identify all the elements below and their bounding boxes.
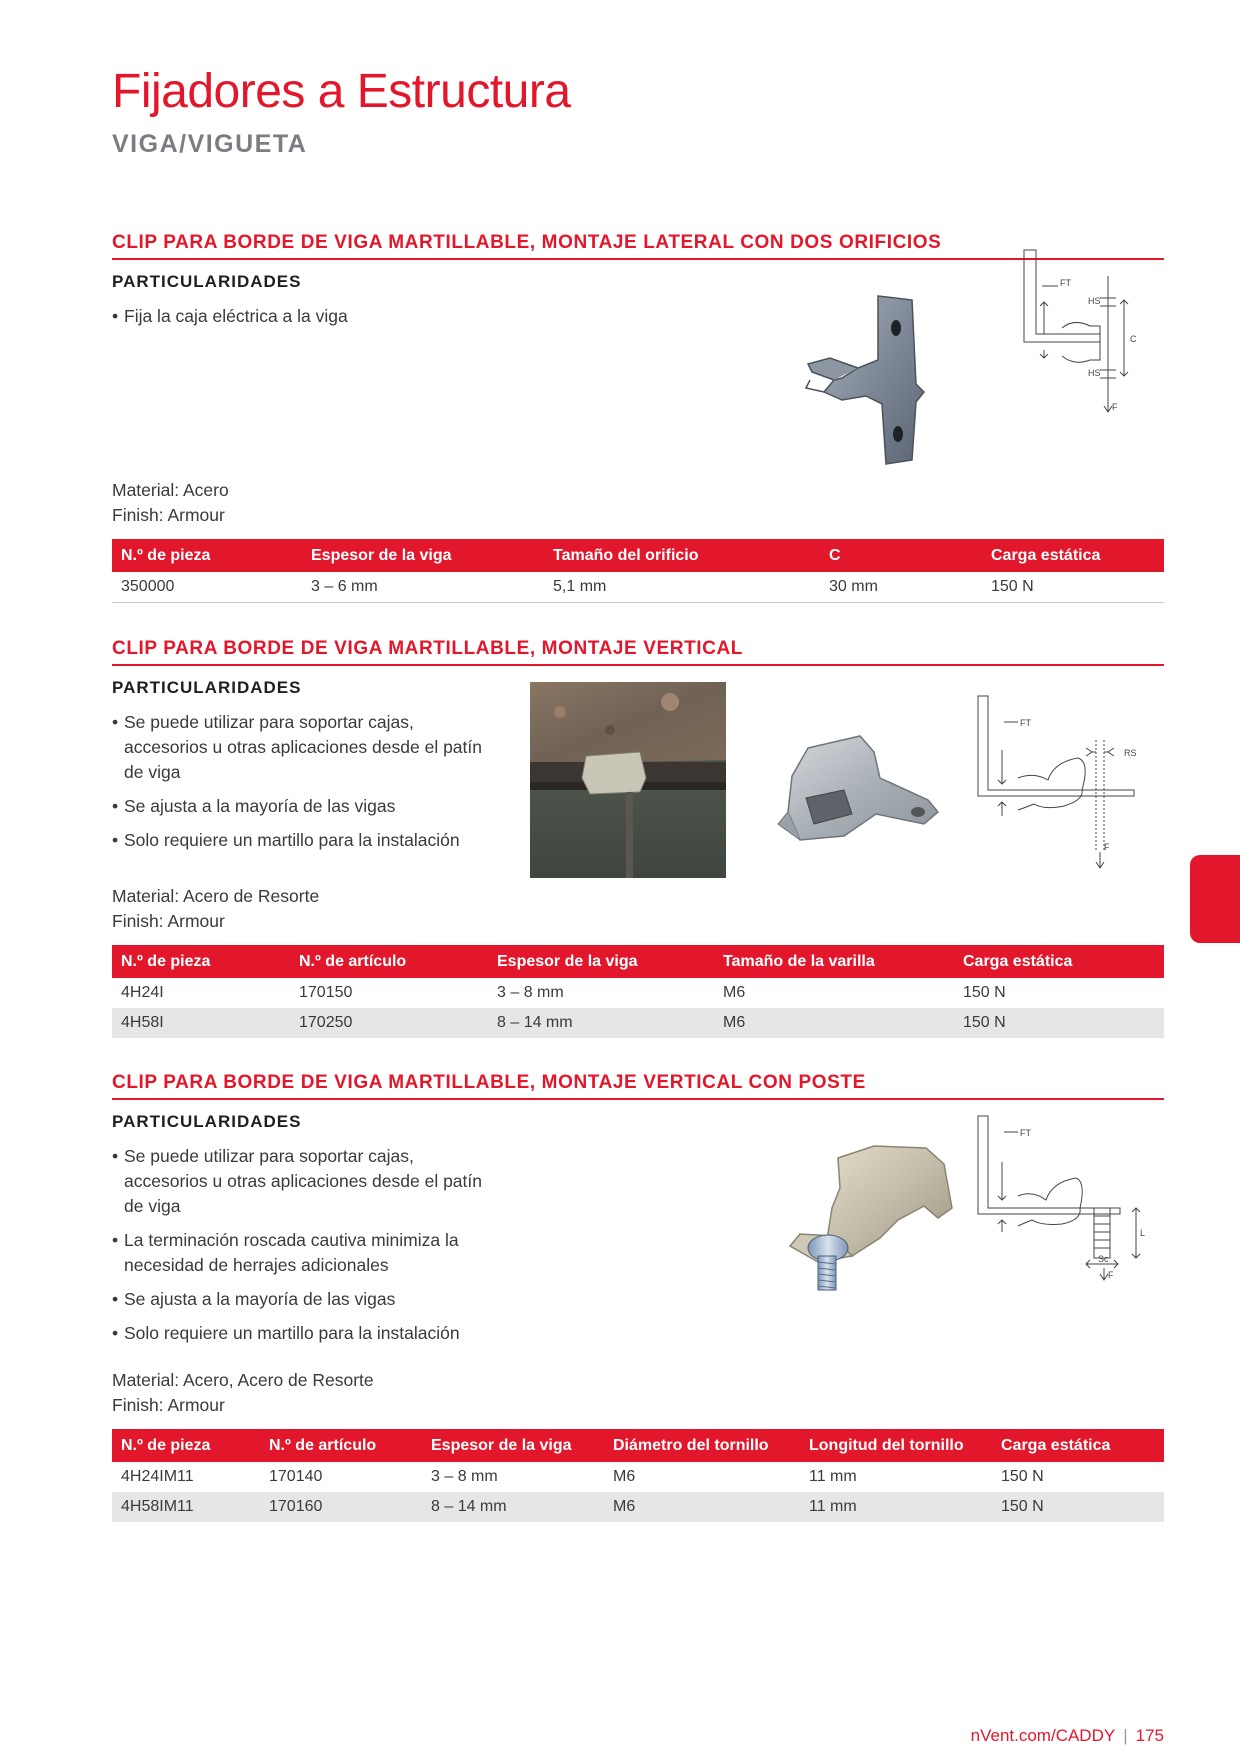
- table-cell: 3 – 8 mm: [431, 1468, 498, 1485]
- material-info: [112, 1368, 374, 1418]
- table-cell: 350000: [112, 572, 302, 603]
- section-title: CLIP PARA BORDE DE VIGA MARTILLABLE, MONTAJE LATERAL CON DOS ORIFICIOS: [112, 232, 1164, 260]
- table-header: Carga estática: [982, 539, 1164, 572]
- table-cell: 150 N: [992, 1492, 1164, 1522]
- table-header: Espesor de la viga: [488, 945, 714, 978]
- footer-website: nVent.com/CADDY: [970, 1726, 1116, 1745]
- features-heading: PARTICULARIDADES: [112, 1112, 302, 1131]
- table-cell: M6: [604, 1492, 800, 1522]
- table-header-row: [112, 945, 1164, 978]
- material-text: Material: Acero de Resorte: [112, 886, 320, 906]
- dimension-diagram-two-hole-clip: [1012, 246, 1162, 426]
- diagram-label: C: [1130, 334, 1137, 344]
- table-cell: 4H24IM11: [121, 1468, 194, 1485]
- material-text: Material: Acero: [112, 480, 229, 500]
- table-cell: 30 mm: [820, 572, 982, 603]
- diagram-label: HS: [1088, 368, 1101, 378]
- table-header: Longitud del tornillo: [800, 1429, 992, 1462]
- table-row: [112, 1462, 1164, 1492]
- table-header: Espesor de la viga: [422, 1429, 604, 1462]
- material-info: [112, 478, 229, 528]
- table-header: N.º de pieza: [112, 945, 290, 978]
- page-footer: [971, 1726, 1164, 1746]
- table-row: [112, 978, 1164, 1008]
- table-cell: 3 – 8 mm: [497, 984, 564, 1001]
- diagram-label: HS: [1088, 296, 1101, 306]
- table-cell: 4H24I: [121, 984, 164, 1001]
- table-cell: 150 N: [1001, 1468, 1044, 1485]
- features-heading: PARTICULARIDADES: [112, 272, 302, 291]
- table-cell: M6: [723, 984, 746, 1001]
- finish-text: Finish: Armour: [112, 1395, 225, 1415]
- table-header: Carga estática: [954, 945, 1164, 978]
- material-info: [112, 884, 319, 934]
- table-header-row: [112, 539, 1164, 572]
- feature-item: • Se ajusta a la mayoría de las vigas: [112, 794, 492, 819]
- chapter-tab-marker: [1190, 855, 1240, 943]
- page-title: Fijadores a Estructura: [112, 65, 571, 118]
- features-list: [112, 1144, 492, 1355]
- product-section-side-mount: [112, 232, 1164, 602]
- feature-item: • Se puede utilizar para soportar cajas, accesorios u otras aplicaciones desde el patín de viga: [112, 710, 492, 785]
- finish-text: Finish: Armour: [112, 505, 225, 525]
- finish-text: Finish: Armour: [112, 911, 225, 931]
- material-text: Material: Acero, Acero de Resorte: [112, 1370, 374, 1390]
- dimension-diagram-stud-clip: [974, 1112, 1164, 1282]
- table-header: Carga estática: [992, 1429, 1164, 1462]
- section-title: CLIP PARA BORDE DE VIGA MARTILLABLE, MONTAJE VERTICAL: [112, 638, 1164, 666]
- table-header: Espesor de la viga: [302, 539, 544, 572]
- features-list: [112, 710, 492, 862]
- spec-table: [112, 1429, 1164, 1522]
- features-heading: PARTICULARIDADES: [112, 678, 302, 697]
- section-title: CLIP PARA BORDE DE VIGA MARTILLABLE, MONTAJE VERTICAL CON POSTE: [112, 1072, 1164, 1100]
- table-header: N.º de artículo: [260, 1429, 422, 1462]
- diagram-label: FT: [1060, 278, 1071, 288]
- table-cell: 3 – 6 mm: [302, 572, 544, 603]
- table-cell: 170150: [299, 984, 353, 1001]
- table-header-row: [112, 1429, 1164, 1462]
- table-cell: M6: [613, 1468, 636, 1485]
- diagram-label: FT: [1020, 1128, 1031, 1138]
- table-cell: 150 N: [954, 1008, 1164, 1038]
- feature-item: • La terminación roscada cautiva minimiza la necesidad de herrajes adicionales: [112, 1228, 492, 1278]
- diagram-label: L: [1140, 1228, 1146, 1238]
- feature-item: • Solo requiere un martillo para la instalación: [112, 828, 492, 853]
- spec-table: [112, 539, 1164, 603]
- product-image-vertical-clip: [748, 728, 958, 858]
- table-cell: 11 mm: [800, 1492, 992, 1522]
- diagram-label: F: [1104, 842, 1110, 852]
- table-cell: 150 N: [963, 984, 1006, 1001]
- table-cell: 170250: [290, 1008, 488, 1038]
- feature-item: • Se puede utilizar para soportar cajas, accesorios u otras aplicaciones desde el patín de viga: [112, 1144, 492, 1219]
- diagram-label: RS: [1124, 748, 1137, 758]
- diagram-label: Sc: [1098, 1254, 1109, 1264]
- table-cell: 170160: [260, 1492, 422, 1522]
- table-header: C: [820, 539, 982, 572]
- table-cell: 150 N: [982, 572, 1164, 603]
- dimension-diagram-vertical-clip: [974, 692, 1164, 872]
- product-section-vertical-mount: [112, 638, 1164, 1038]
- table-cell: M6: [714, 1008, 954, 1038]
- table-cell: 8 – 14 mm: [422, 1492, 604, 1522]
- table-header: Tamaño del orificio: [544, 539, 820, 572]
- table-header: Diámetro del tornillo: [604, 1429, 800, 1462]
- table-row: [112, 1492, 1164, 1522]
- feature-item: • Fija la caja eléctrica a la viga: [112, 304, 512, 329]
- table-cell: 170140: [269, 1468, 323, 1485]
- table-cell: 11 mm: [809, 1468, 857, 1485]
- installation-photo: [530, 682, 726, 878]
- page-subtitle: VIGA/VIGUETA: [112, 130, 308, 158]
- diagram-label: F: [1112, 402, 1118, 412]
- product-image-stud-clip: [748, 1128, 988, 1308]
- table-cell: 5,1 mm: [544, 572, 820, 603]
- diagram-label: F: [1108, 1270, 1114, 1280]
- table-cell: 4H58IM11: [112, 1492, 260, 1522]
- feature-item: • Se ajusta a la mayoría de las vigas: [112, 1287, 492, 1312]
- table-header: N.º de pieza: [112, 1429, 260, 1462]
- table-row: [112, 1008, 1164, 1038]
- features-list: [112, 304, 512, 338]
- table-header: Tamaño de la varilla: [714, 945, 954, 978]
- table-cell: 8 – 14 mm: [488, 1008, 714, 1038]
- spec-table: [112, 945, 1164, 1038]
- table-header: N.º de artículo: [290, 945, 488, 978]
- product-section-vertical-mount-stud: [112, 1072, 1164, 1532]
- table-header: N.º de pieza: [112, 539, 302, 572]
- page-number: 175: [1135, 1726, 1164, 1745]
- footer-separator: |: [1123, 1726, 1128, 1745]
- table-row: [112, 572, 1164, 603]
- table-cell: 4H58I: [112, 1008, 290, 1038]
- feature-item: • Solo requiere un martillo para la instalación: [112, 1321, 492, 1346]
- diagram-label: FT: [1020, 718, 1031, 728]
